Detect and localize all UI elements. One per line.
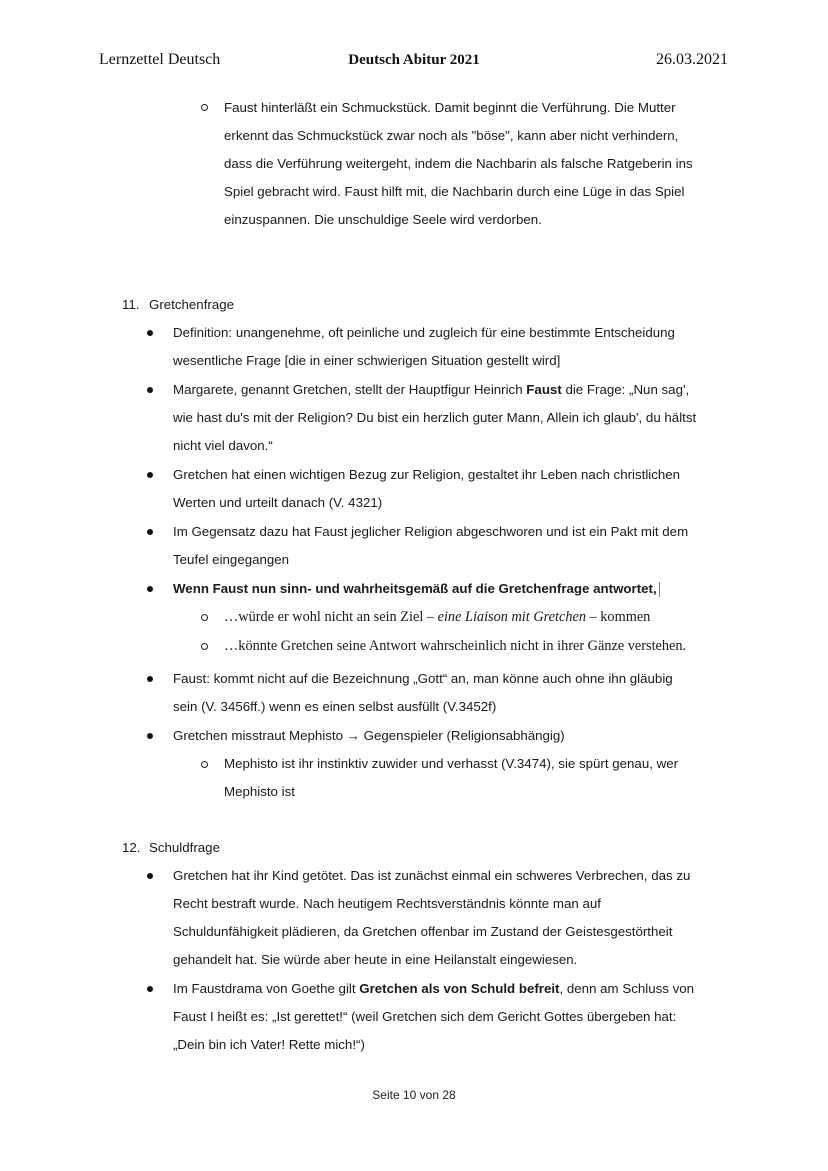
list-item-line: „Dein bin ich Vater! Rette mich!“) <box>173 1037 365 1052</box>
header-title: Deutsch Abitur 2021 <box>348 52 480 68</box>
text-span: – kommen <box>585 609 651 625</box>
text-span: Im Faustdrama von Goethe gilt <box>173 981 360 996</box>
list-item-line: nicht viel davon.“ <box>173 438 273 453</box>
circle-bullet-icon <box>201 643 208 650</box>
circle-bullet-icon <box>201 104 208 111</box>
sub-item-line <box>224 608 650 626</box>
text-span: die Frage: „Nun sag', <box>561 382 690 397</box>
list-item-line: Gretchen hat ihr Kind getötet. Das ist zunächst einmal ein schweres Verbrechen, das zu <box>173 868 691 883</box>
intro-line: Faust hinterläßt ein Schmuckstück. Damit beginnt die Verführung. Die Mutter <box>224 100 676 115</box>
section-number: 11. <box>122 297 140 312</box>
list-item-line: Teufel eingegangen <box>173 552 290 567</box>
section-title: Gretchenfrage <box>149 297 235 312</box>
bold-text: Wenn Faust nun sinn- und wahrheitsgemäß auf die Gretchenfrage antwortet, <box>173 581 657 596</box>
sub-item-line: Mephisto ist <box>224 784 295 799</box>
list-item-line: Faust I heißt es: „Ist gerettet!“ (weil Gretchen sich dem Gericht Gottes übergeben hat: <box>173 1009 677 1024</box>
list-item-line <box>173 580 660 598</box>
intro-line: dass die Verführung weitergeht, indem die Nachbarin als falsche Ratgeberin ins <box>224 156 693 171</box>
bold-text: Gretchen als von Schuld befreit <box>359 981 560 996</box>
bullet-icon <box>147 472 153 478</box>
list-item-line: Gretchen hat einen wichtigen Bezug zur Religion, gestaltet ihr Leben nach christlichen <box>173 467 681 482</box>
italic-text: eine Liaison mit Gretchen <box>437 609 586 625</box>
text-cursor <box>659 582 660 597</box>
section-number: 12. <box>122 840 141 855</box>
circle-bullet-icon <box>201 614 208 621</box>
list-item-line: wie hast du's mit der Religion? Du bist ein herzlich guter Mann, Allein ich glaub', du hältst <box>173 410 697 425</box>
list-item-line: Schuldunfähigkeit plädieren, da Gretchen offenbar im Zustand der Geistesgestörtheit <box>173 924 673 939</box>
bullet-icon <box>147 387 153 393</box>
list-item-line: gehandelt hat. Sie würde aber heute in eine Heilanstalt eingewiesen. <box>173 952 578 967</box>
bullet-icon <box>147 330 153 336</box>
list-item-line: Definition: unangenehme, oft peinliche und zugleich für eine bestimmte Entscheidung <box>173 325 675 340</box>
intro-line: einzuspannen. Die unschuldige Seele wird verdorben. <box>224 212 542 227</box>
page-number: Seite 10 von 28 <box>372 1088 456 1102</box>
list-item-line: wesentliche Frage [die in einer schwierigen Situation gestellt wird] <box>173 353 561 368</box>
list-item-line: Im Gegensatz dazu hat Faust jeglicher Religion abgeschworen und ist ein Pakt mit dem <box>173 524 689 539</box>
intro-line: Spiel gebracht wird. Faust hilft mit, die Nachbarin durch eine Lüge in das Spiel <box>224 184 685 199</box>
header-date: 26.03.2021 <box>656 51 728 68</box>
header-left: Lernzettel Deutsch <box>99 51 221 68</box>
circle-bullet-icon <box>201 761 208 768</box>
bullet-icon <box>147 586 153 592</box>
sub-item-line: Mephisto ist ihr instinktiv zuwider und verhasst (V.3474), sie spürt genau, wer <box>224 756 679 771</box>
list-item-line <box>173 980 694 998</box>
text-span: …würde er wohl nicht an sein Ziel – <box>224 609 438 625</box>
text-span: , denn am Schluss von <box>559 981 695 996</box>
bullet-icon <box>147 733 153 739</box>
list-item-line: sein (V. 3456ff.) wenn es einen selbst ausfüllt (V.3452f) <box>173 699 497 714</box>
list-item-line <box>173 381 689 399</box>
bullet-icon <box>147 873 153 879</box>
bullet-icon <box>147 676 153 682</box>
text-span: Margarete, genannt Gretchen, stellt der Hauptfigur Heinrich <box>173 382 527 397</box>
sub-item-line: …könnte Gretchen seine Antwort wahrscheinlich nicht in ihrer Gänze verstehen. <box>224 638 687 654</box>
bold-text: Faust <box>526 382 562 397</box>
list-item-line: Gretchen misstraut Mephisto → Gegenspieler (Religionsabhängig) <box>173 728 565 743</box>
bullet-icon <box>147 986 153 992</box>
list-item-line: Recht bestraft wurde. Nach heutigem Rechtsverständnis könnte man auf <box>173 896 601 911</box>
list-item-line: Werten und urteilt danach (V. 4321) <box>173 495 383 510</box>
intro-line: erkennt das Schmuckstück zwar noch als "böse", kann aber nicht verhindern, <box>224 128 679 143</box>
bullet-icon <box>147 529 153 535</box>
section-title: Schuldfrage <box>149 840 220 855</box>
list-item-line: Faust: kommt nicht auf die Bezeichnung „Gott“ an, man könne auch ohne ihn gläubig <box>173 671 673 686</box>
